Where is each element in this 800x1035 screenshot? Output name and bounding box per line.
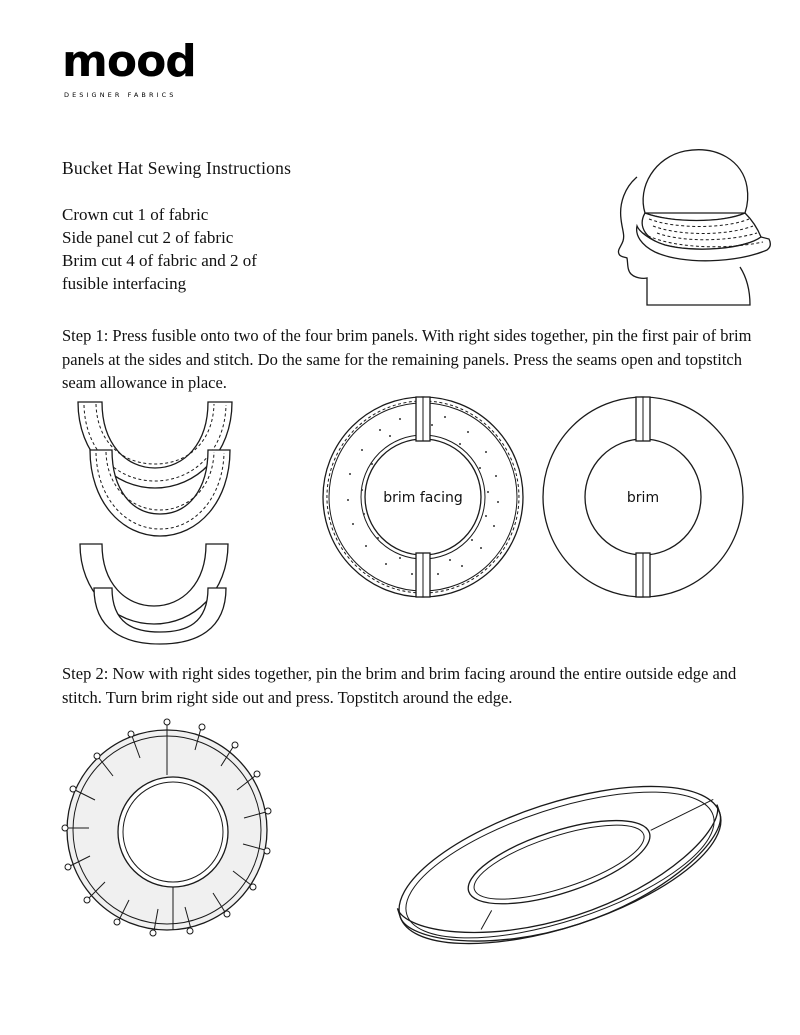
step-2-instructions: Step 2: Now with right sides together, pin the brim and brim facing around the entire outside edge and stitch. Turn brim right side out and press. Topstitch around the edge. <box>62 664 737 707</box>
brand-wordmark: mood <box>62 36 196 87</box>
step-1-instructions: Step 1: Press fusible onto two of the four brim panels. With right sides together, pin the first pair of brim panels at the sides and stitch. Do the same for the remaining panels. Press the seams open and topstitch seam allowance in place. <box>62 326 752 392</box>
brim-panel-pairs-illustration <box>60 392 260 647</box>
cut-list-item: fusible interfacing <box>62 274 187 293</box>
brim-label: brim <box>626 490 660 506</box>
cut-list-item: Crown cut 1 of fabric <box>62 205 209 224</box>
brim-facing-ring-illustration <box>320 392 535 607</box>
pinned-brim-ring-illustration <box>55 720 285 950</box>
cut-list-item: Side panel cut 2 of fabric <box>62 228 234 247</box>
brand-tagline: DESIGNER FABRICS <box>64 91 177 99</box>
finished-brim-3d-illustration <box>385 790 735 940</box>
brand-logo <box>62 36 242 99</box>
page-title: Bucket Hat Sewing Instructions <box>62 158 292 178</box>
cut-list <box>62 203 257 295</box>
brim-facing-label: brim facing <box>383 490 463 506</box>
bucket-hat-illustration <box>575 95 785 310</box>
brim-ring-illustration <box>540 392 755 607</box>
cut-list-item: Brim cut 4 of fabric and 2 of <box>62 251 257 270</box>
